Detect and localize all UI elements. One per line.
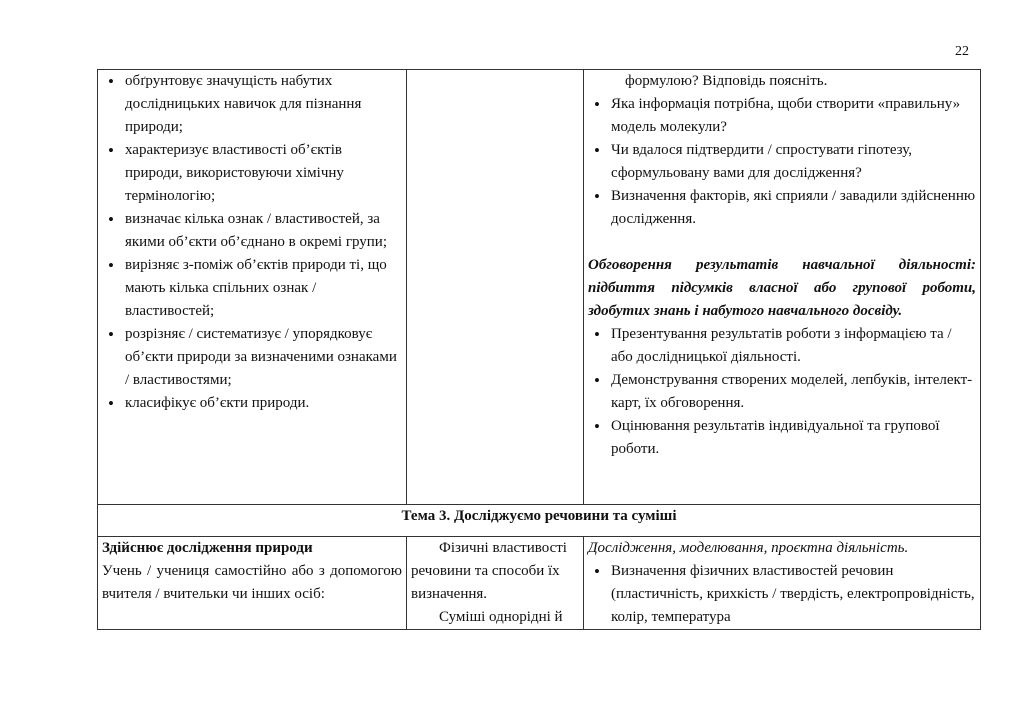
page-number: 22 [955,44,969,59]
list-item: • визначає кілька ознак / властивостей, за якими об’єкти об’єднано в окремі групи; [102,208,402,254]
list-item: • Чи вдалося підтвердити / спростувати гіпотезу, сформульовану вами для дослідження? [588,139,976,185]
section-heading: Здійснює дослідження природи [102,540,313,556]
list-item: • Презентування результатів роботи з інформацією та / або дослідницької діяльності. [588,323,976,369]
theme-title: Тема 3. Досліджуємо речовини та суміші [98,505,981,537]
content-paragraph: Фізичні властивості речовини та способи їх визначення. [411,540,567,602]
content-paragraph: Суміші однорідні й [439,609,563,625]
list-item: • Визначення фізичних властивостей речовин (пластичність, крихкість / твердість, електропровідність, колір, температура [588,560,976,629]
questions-list [588,93,976,231]
expected-results-cell [98,70,407,505]
presentation-list [588,323,976,461]
expected-results-cell [98,537,407,630]
table-row [98,537,981,630]
table-row [98,70,981,505]
activities-cell [584,537,981,630]
activities-cell [584,70,981,505]
content-cell [407,70,584,505]
section-intro: Учень / учениця самостійно або з допомогою вчителя / вчительки чи інших осіб: [102,563,402,602]
list-item: • класифікує об’єкти природи. [102,392,402,415]
curriculum-table [97,69,981,630]
list-item: • вирізняє з-поміж об’єктів природи ті, що мають кілька спільних ознак / властивостей; [102,254,402,323]
list-item: • Визначення факторів, які сприяли / завадили здійсненню дослідження. [588,185,976,231]
list-item: • Демонстрування створених моделей, лепбуків, інтелект-карт, їх обговорення. [588,369,976,415]
content-cell [407,537,584,630]
activities-list [588,560,976,629]
list-item: • Яка інформація потрібна, щоби створити «правильну» модель молекули? [588,93,976,139]
list-item: • характеризує властивості об’єктів природи, використовуючи хімічну термінологію; [102,139,402,208]
activities-heading: Дослідження, моделювання, проєктна діяльність. [588,540,909,556]
continuation-text: формулою? Відповідь поясніть. [625,73,828,89]
list-item: • Оцінювання результатів індивідуальної та групової роботи. [588,415,976,461]
list-item: • обґрунтовує значущість набутих дослідницьких навичок для пізнання природи; [102,70,402,139]
discussion-heading: Обговорення результатів навчальної діяльності: підбиття підсумків власної або групової роботи, здобутих знань і набутого навчального досвіду. [588,257,976,319]
results-list [102,70,402,415]
table-row [98,505,981,537]
list-item: • розрізняє / систематизує / упорядковує об’єкти природи за визначеними ознаками / властивостями; [102,323,402,392]
